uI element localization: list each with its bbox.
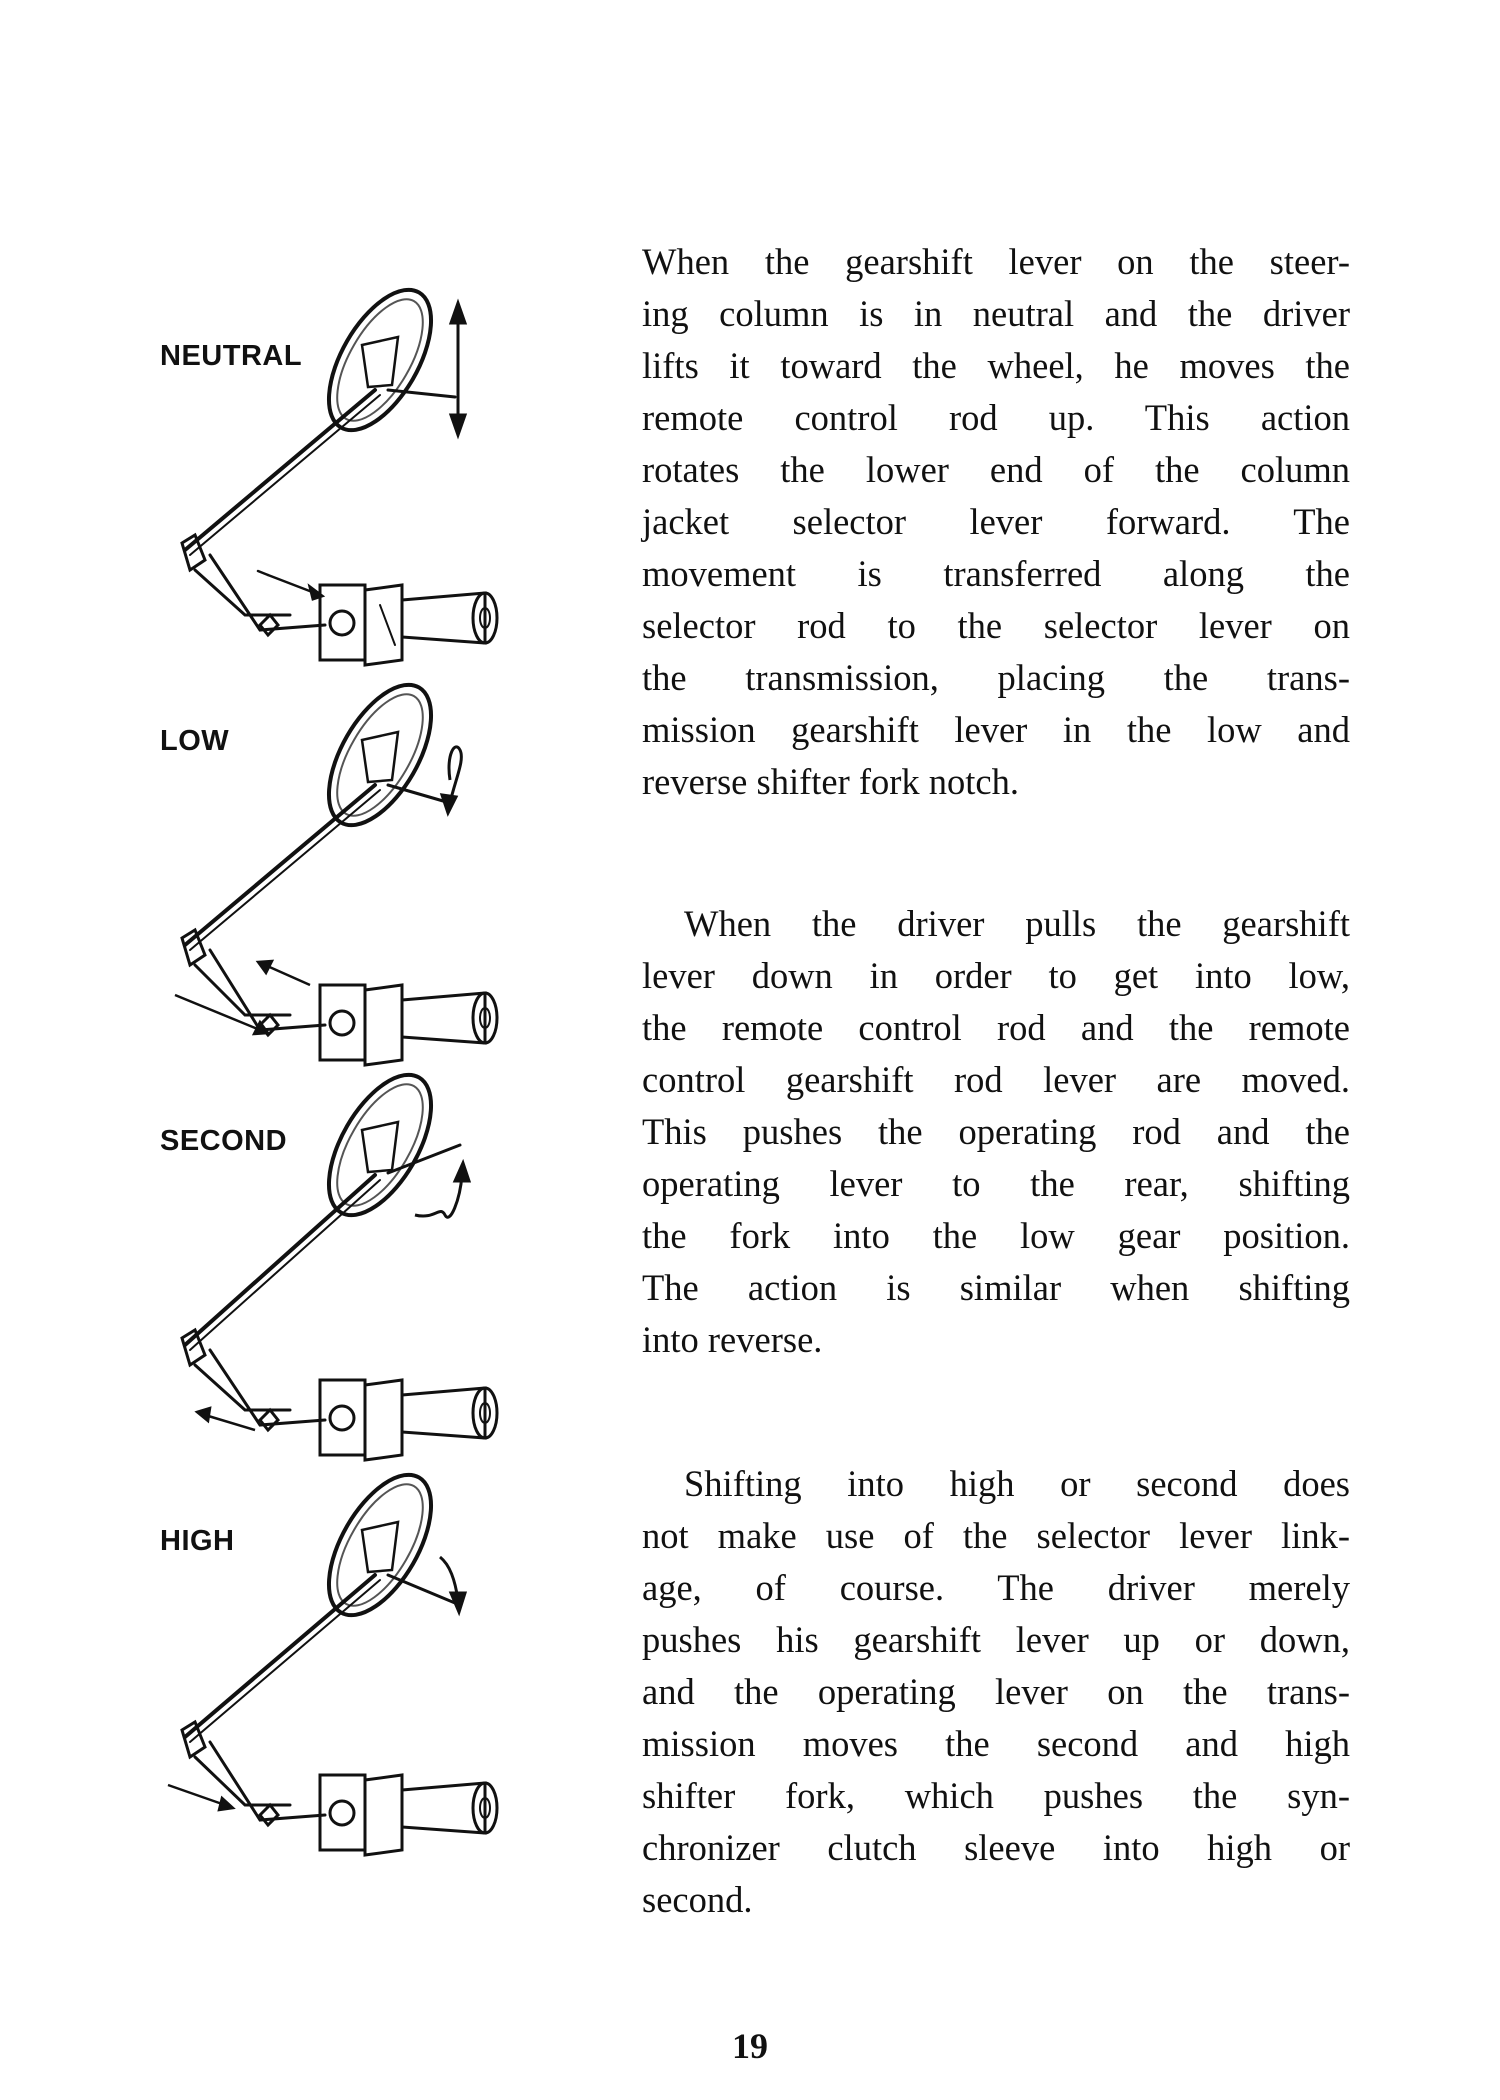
linkage-illustration [150,685,560,1075]
text-line: second. [642,1879,753,1920]
linkage-illustration [150,1075,560,1465]
text-line: selector rod to the selector lever on [642,605,1350,646]
neutral-linkage-figure [150,285,560,675]
figure-label-second: SECOND [160,1125,288,1157]
text-line: remote control rod up. This action [642,397,1350,438]
text-line: the remote control rod and the remote [642,1007,1350,1048]
figure-label-low: LOW [160,725,230,757]
low-linkage-figure [150,685,560,1075]
text-line: the fork into the low gear position. [642,1215,1350,1256]
text-line: pushes his gearshift lever up or down, [642,1619,1350,1660]
linkage-illustration [150,285,560,675]
text-line: shifter fork, which pushes the syn- [642,1775,1350,1816]
text-line: operating lever to the rear, shifting [642,1163,1350,1204]
text-line: rotates the lower end of the column [642,449,1350,490]
text-line: mission moves the second and high [642,1723,1350,1764]
direction-arrow-pull-down [440,1557,465,1612]
text-line: Shifting into high or second does [684,1463,1350,1504]
text-line: control gearshift rod lever are moved. [642,1059,1350,1100]
second-linkage-figure [150,1075,560,1465]
text-line: mission gearshift lever in the low and [642,709,1350,750]
text-line: When the gearshift lever on the steer- [642,241,1350,282]
paragraph-pull-into-low [642,898,1350,1366]
text-line: chronizer clutch sleeve into high or [642,1827,1350,1868]
high-linkage-figure [150,1475,560,1865]
text-line: lever down in order to get into low, [642,955,1350,996]
paragraph-neutral-to-low [642,236,1350,808]
figure-label-neutral: NEUTRAL [160,340,303,372]
text-line: When the driver pulls the gearshift [684,903,1350,944]
text-line: jacket selector lever forward. The [642,501,1350,542]
text-line: into reverse. [642,1319,823,1360]
text-line: The action is similar when shifting [642,1267,1350,1308]
text-line: and the operating lever on the trans- [642,1671,1350,1712]
text-line: the transmission, placing the trans- [642,657,1350,698]
text-line: movement is transferred along the [642,553,1350,594]
linkage-illustration [150,1475,560,1865]
text-line: This pushes the operating rod and the [642,1111,1350,1152]
paragraph-high-or-second [642,1458,1350,1926]
text-line: ing column is in neutral and the driver [642,293,1350,334]
direction-arrow-pull-down-curl [442,747,461,813]
text-line: lifts it toward the wheel, he moves the [642,345,1350,386]
direction-arrow-push-up-curl [415,1163,469,1217]
text-line: reverse shifter fork notch. [642,761,1020,802]
page-number: 19 [732,2026,768,2066]
text-line: age, of course. The driver merely [642,1567,1350,1608]
text-line: not make use of the selector lever link- [642,1515,1350,1556]
figure-label-high: HIGH [160,1525,235,1557]
direction-arrow-up-down [451,303,465,435]
